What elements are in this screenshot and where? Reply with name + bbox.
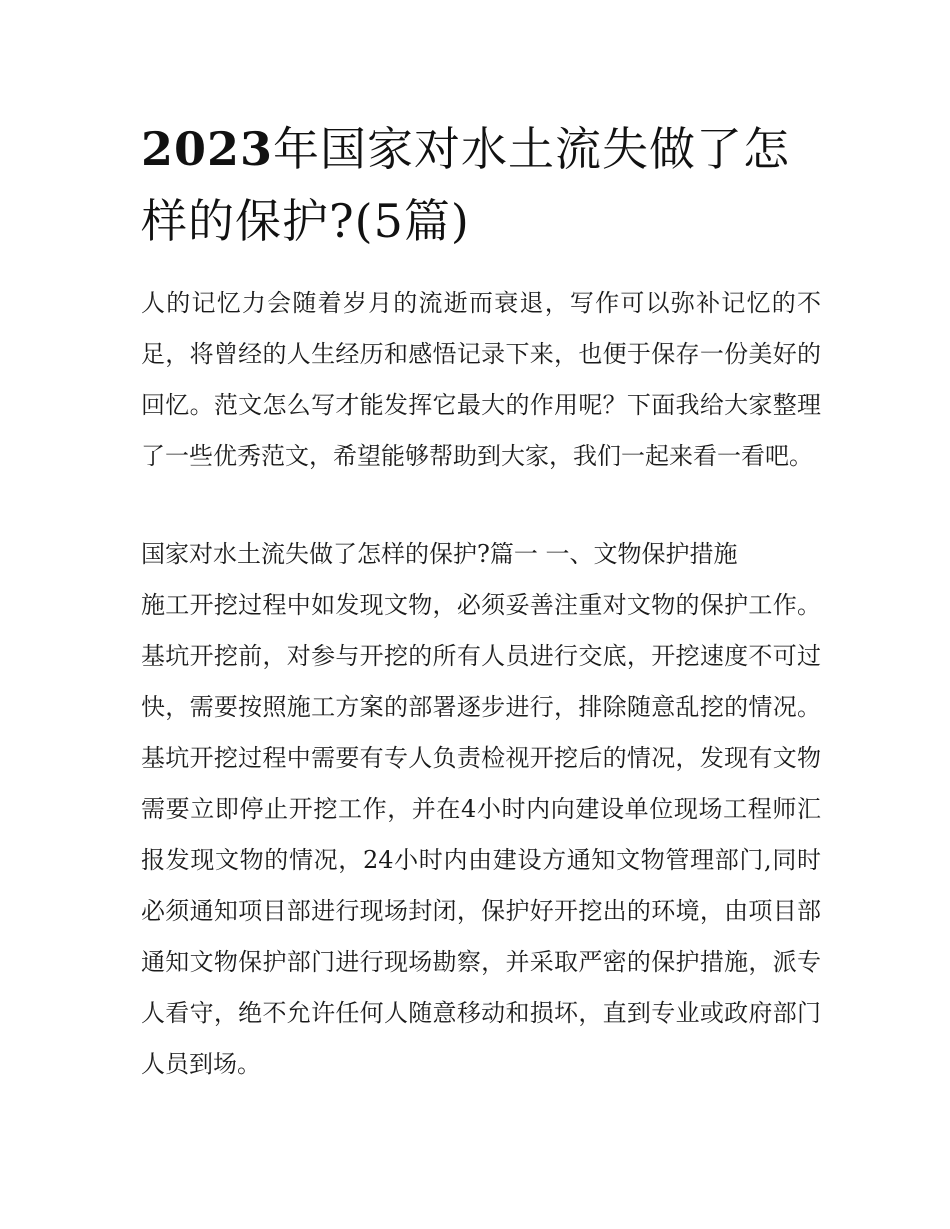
intro-paragraph: 人的记忆力会随着岁月的流逝而衰退，写作可以弥补记忆的不足，将曾经的人生经历和感悟记录下来，也便于保存一份美好的回忆。范文怎么写才能发挥它最大的作用呢？下面我给大家整理了一些优秀范文，希望能够帮助到大家，我们一起来看一看吧。 xyxy=(141,289,821,470)
title-year: 2023 xyxy=(141,122,274,176)
section-heading: 国家对水土流失做了怎样的保护?篇一 一、文物保护措施 xyxy=(141,540,738,568)
section-body-paragraph: 施工开挖过程中如发现文物，必须妥善注重对文物的保护工作。基坑开挖前，对参与开挖的所有人员进行交底，开挖速度不可过快，需要按照施工方案的部署逐步进行，排除随意乱挖的情况。基坑开挖过程中需要有专人负责检视开挖后的情况，发现有文物需要立即停止开挖工作，并在4小时内向建设单位现场工程师汇报发现文物的情况，24小时内由建设方通知文物管理部门,同时必须通知项目部进行现场封闭，保护好开挖出的环境，由项目部通知文物保护部门进行现场勘察，并采取严密的保护措施，派专人看守，绝不允许任何人随意移动和损坏，直到专业或政府部门人员到场。 xyxy=(141,591,821,1078)
document-title xyxy=(141,113,821,257)
title-text: 年国家对水土流失做了怎样的保护?(5篇) xyxy=(141,122,791,248)
